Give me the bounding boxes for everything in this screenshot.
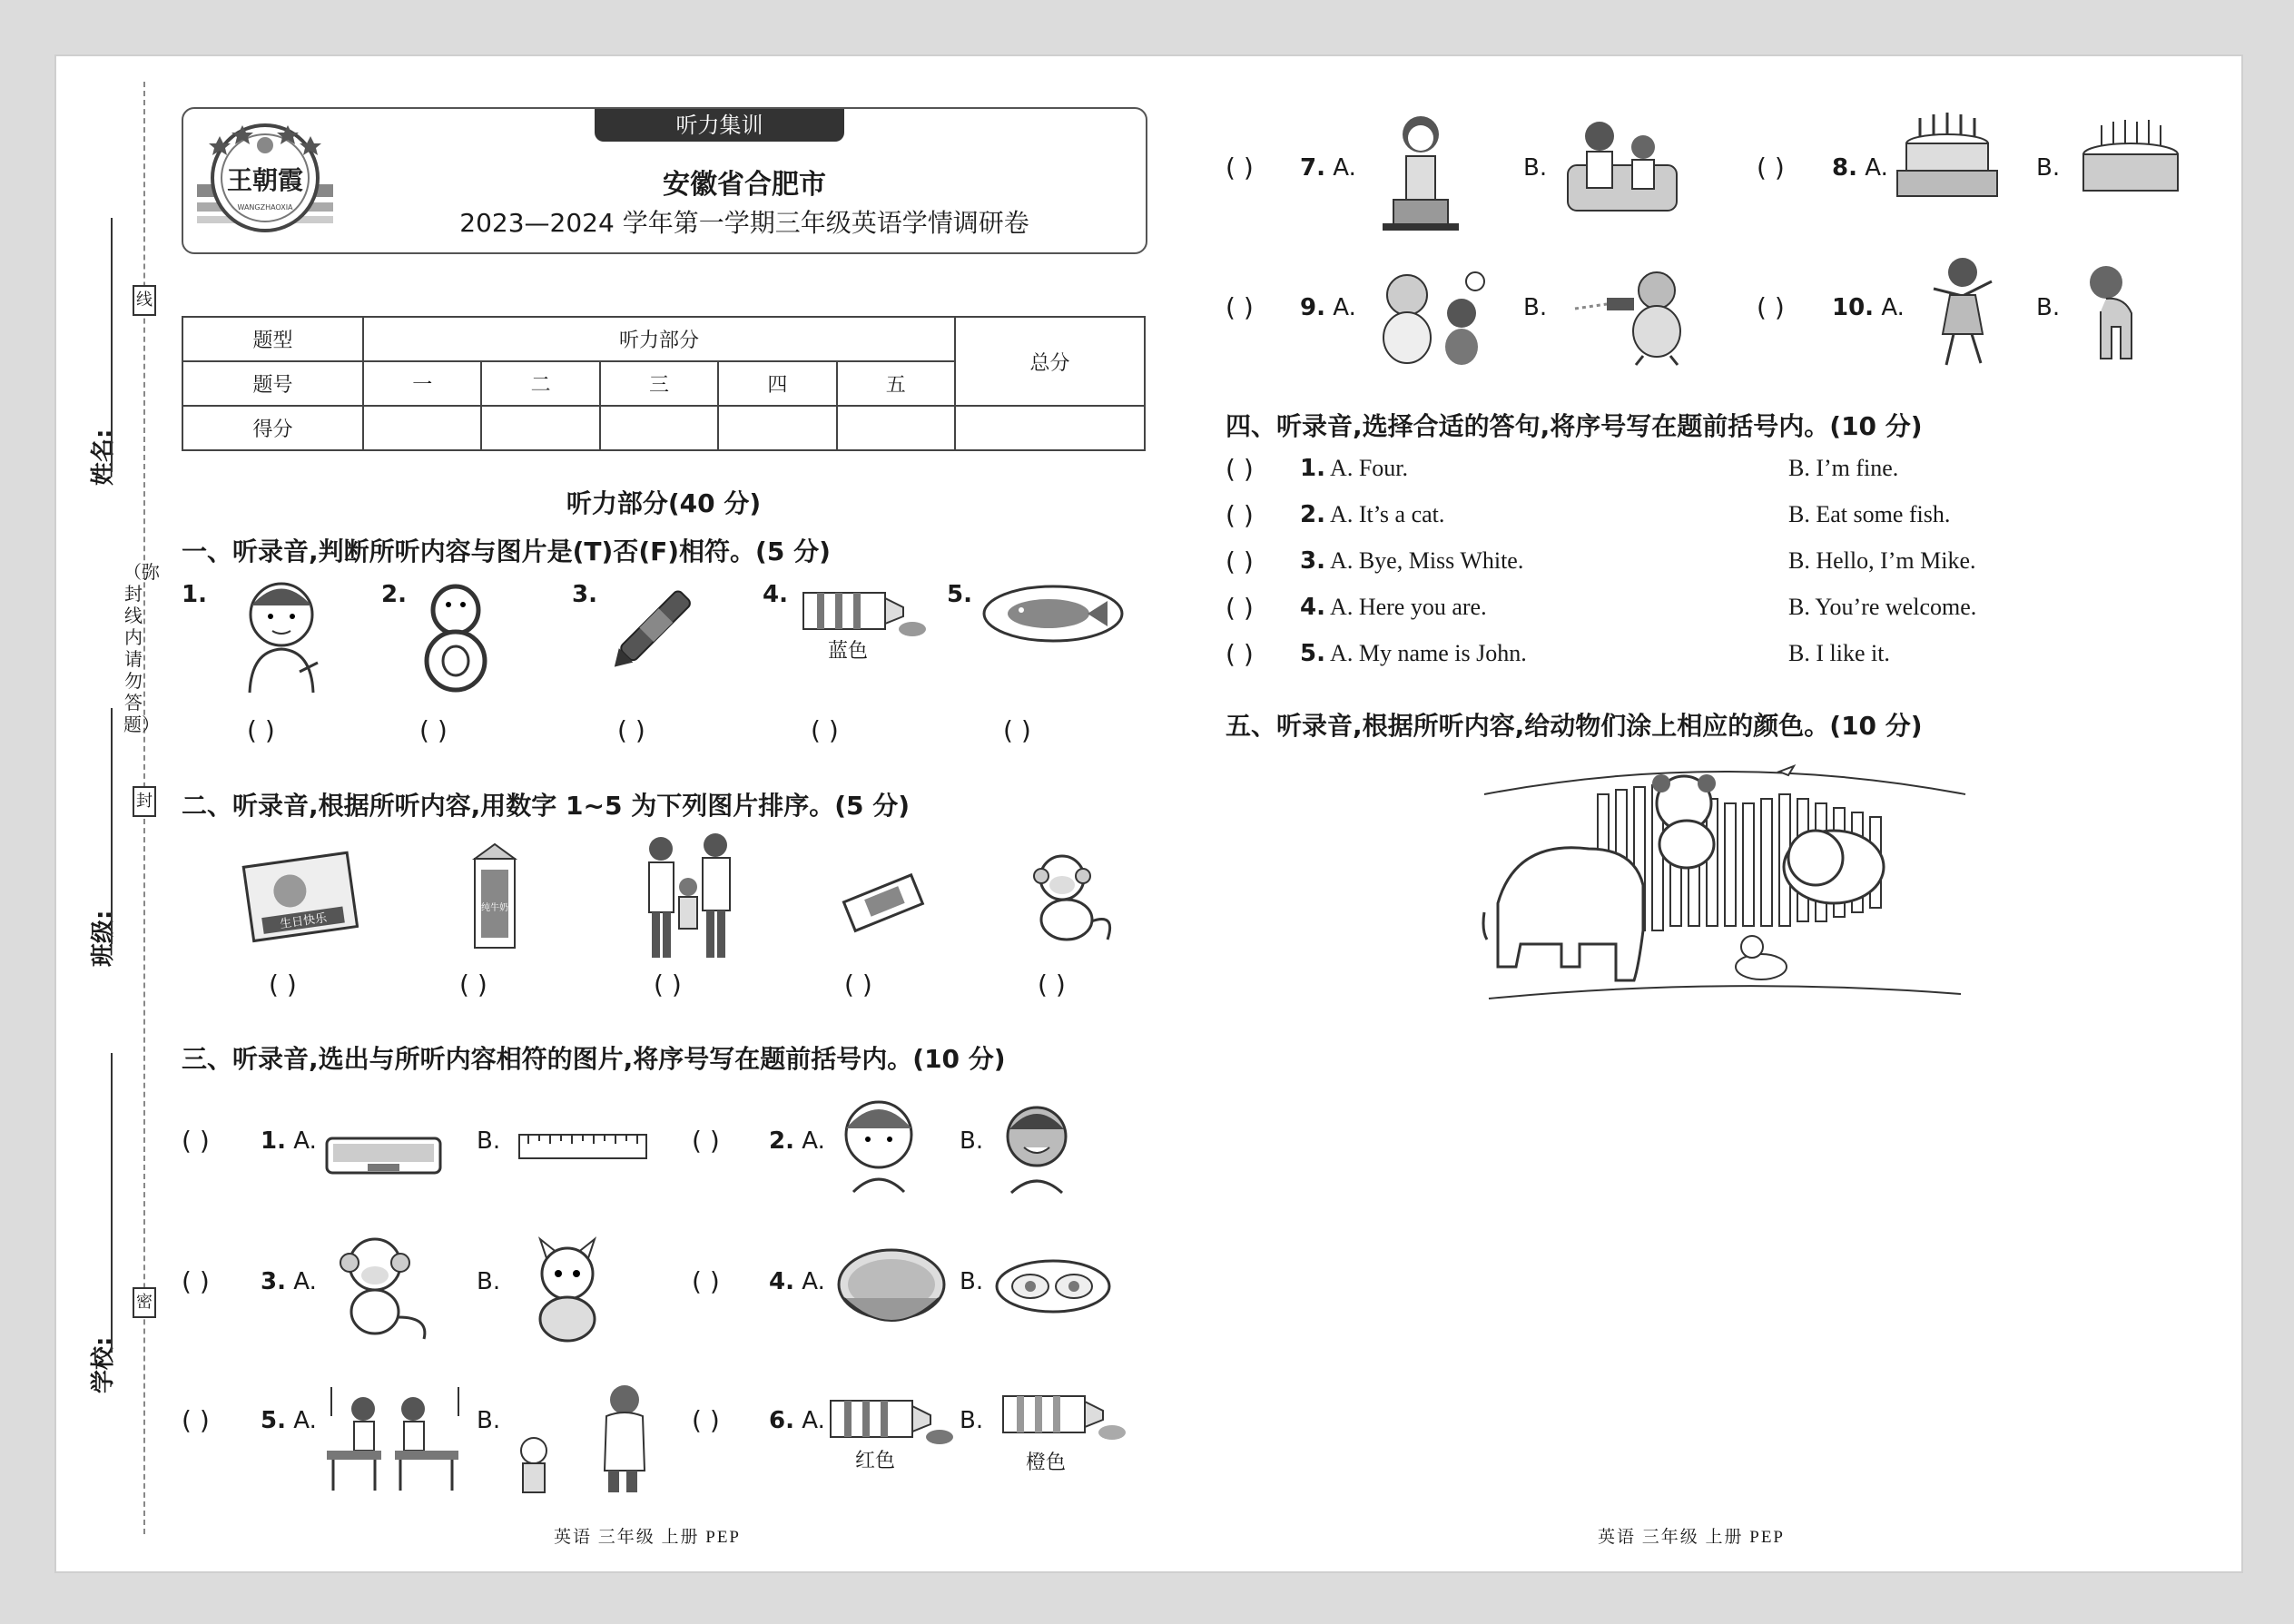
birthday-card-icon [241, 849, 359, 948]
listening-title: 听力部分(40 分) [566, 488, 762, 518]
part3-q1-a: A. [293, 1127, 317, 1155]
smiling-boy-icon [999, 1098, 1076, 1197]
part3-paren[interactable]: ( ) [1226, 153, 1254, 182]
part3-q1 [261, 1127, 317, 1155]
footer-right: 英语 三年级 上册 PEP [1598, 1528, 1785, 1547]
part3-q10-b: B. [2036, 294, 2061, 321]
monkey-icon [1017, 849, 1121, 952]
part3-q3 [261, 1268, 317, 1295]
name-field[interactable] [111, 218, 113, 472]
score-total-cell[interactable] [955, 406, 1145, 450]
milk-carton-label: 纯牛奶 [481, 903, 508, 913]
part3-paren[interactable]: ( ) [692, 1405, 720, 1435]
zoo-scene-icon [1480, 749, 1970, 1016]
eggs-plate-icon [994, 1257, 1112, 1320]
part3-q4-num: 4. [769, 1268, 794, 1295]
part3-paren[interactable]: ( ) [1226, 292, 1254, 322]
family-sofa-icon [1563, 111, 1681, 223]
part3-q2-a: A. [802, 1127, 825, 1155]
part4-q4-b: B. You’re welcome. [1788, 594, 1977, 620]
score-num-1: 一 [363, 361, 481, 406]
name-label: 姓名: [90, 428, 117, 486]
boy-icon [231, 576, 331, 703]
part3-q9 [1300, 294, 1356, 321]
part4-q5-num: 5. [1300, 640, 1325, 667]
school-label: 学校: [90, 1336, 117, 1393]
part2-title: 二、听录音,根据所听内容,用数字 1~5 为下列图片排序。(5 分) [182, 791, 911, 821]
part4-q2-a: A. It’s a cat. [1330, 501, 1445, 527]
part4-q5-b: B. I like it. [1788, 640, 1890, 666]
family-icon [635, 831, 744, 966]
logo-small-text: WANGZHAOXIA [237, 203, 293, 212]
part3-q2 [769, 1127, 825, 1155]
ruler-icon [517, 1131, 649, 1166]
part4-paren[interactable]: ( ) [1226, 546, 1254, 576]
score-table [182, 316, 1146, 451]
part1-num: 2. [381, 581, 407, 608]
score-total-label: 总分 [955, 317, 1145, 406]
part2-answer-1[interactable]: ( ) [269, 969, 297, 999]
part1-num: 3. [572, 581, 597, 608]
part3-q5-a: A. [293, 1407, 317, 1434]
part3-paren[interactable]: ( ) [1757, 292, 1785, 322]
header-tag: 听力集训 [595, 109, 844, 142]
part4-q4 [1300, 594, 1487, 621]
part3-q7-a: A. [1333, 154, 1356, 182]
part1-answer-2[interactable]: ( ) [419, 715, 448, 745]
part4-q2-num: 2. [1300, 501, 1325, 528]
binding-mark-seal: 封 [133, 786, 156, 817]
part4-paren[interactable]: ( ) [1226, 454, 1254, 484]
part2-answer-5[interactable]: ( ) [1038, 969, 1066, 999]
part3-paren[interactable]: ( ) [1757, 153, 1785, 182]
man-and-boy-icon [508, 1380, 663, 1497]
part4-q2 [1300, 501, 1444, 528]
part3-q5 [261, 1407, 317, 1434]
class-field[interactable] [111, 708, 113, 944]
school-field[interactable] [111, 1053, 113, 1353]
part3-q2-num: 2. [769, 1127, 794, 1155]
part3-q8-b: B. [2036, 154, 2061, 182]
part3-paren[interactable]: ( ) [692, 1266, 720, 1296]
score-cell[interactable] [718, 406, 836, 450]
eraser-icon [840, 871, 926, 939]
part3-title: 三、听录音,选出与所听内容相符的图片,将序号写在题前括号内。(10 分) [182, 1044, 1006, 1074]
part4-q3 [1300, 547, 1523, 575]
part3-paren[interactable]: ( ) [692, 1126, 720, 1156]
score-num-3: 三 [600, 361, 718, 406]
part3-q8-a: A. [1865, 154, 1888, 182]
red-paint-icon [826, 1393, 953, 1452]
boy-face-icon [835, 1094, 921, 1197]
pencil-box-icon [322, 1126, 445, 1184]
score-num-5: 五 [837, 361, 955, 406]
part4-paren[interactable]: ( ) [1226, 500, 1254, 530]
part4-title: 四、听录音,选择合适的答句,将序号写在题前括号内。(10 分) [1226, 411, 1923, 441]
part3-q8-num: 8. [1832, 154, 1857, 182]
score-section-label: 听力部分 [363, 317, 955, 361]
score-row2-label: 题号 [182, 361, 363, 406]
score-cell[interactable] [363, 406, 481, 450]
bear-water-gun-icon [1570, 263, 1698, 371]
binding-mark-line: 线 [133, 285, 156, 316]
part4-q4-a: A. Here you are. [1330, 594, 1487, 620]
part4-q4-num: 4. [1300, 594, 1325, 621]
part3-paren[interactable]: ( ) [182, 1405, 210, 1435]
part3-q6-num: 6. [769, 1407, 794, 1434]
monkey-icon [322, 1230, 431, 1347]
part4-q1-a: A. Four. [1330, 455, 1409, 481]
part2-answer-3[interactable]: ( ) [654, 969, 682, 999]
part1-num: 1. [182, 581, 207, 608]
part2-answer-2[interactable]: ( ) [459, 969, 487, 999]
dancing-girl-icon [1925, 254, 2002, 371]
part3-q10-num: 10. [1832, 294, 1875, 321]
part4-q3-num: 3. [1300, 547, 1325, 575]
fish-icon [980, 581, 1126, 648]
part2-answer-4[interactable]: ( ) [844, 969, 872, 999]
region-title: 安徽省合肥市 [663, 169, 826, 201]
part4-q5 [1300, 640, 1527, 667]
score-num-2: 二 [481, 361, 599, 406]
part4-q2-b: B. Eat some fish. [1788, 501, 1951, 527]
part4-paren[interactable]: ( ) [1226, 593, 1254, 623]
part3-q4-b: B. [960, 1268, 984, 1295]
girl-with-cake-icon [1375, 109, 1466, 240]
score-num-4: 四 [718, 361, 836, 406]
part4-q1-num: 1. [1300, 455, 1325, 482]
part1-num: 5. [947, 581, 972, 608]
part3-q9-b: B. [1523, 294, 1548, 321]
part3-q4 [769, 1268, 825, 1295]
cat-icon [527, 1230, 608, 1347]
binding-notice: （弥封线内请勿答题） [123, 561, 160, 735]
part3-q1-b: B. [477, 1127, 501, 1155]
part1-answer-3[interactable]: ( ) [617, 715, 645, 745]
exam-title: 2023—2024 学年第一学期三年级英语学情调研卷 [459, 208, 1029, 238]
part3-q7-b: B. [1523, 154, 1548, 182]
logo-text: 王朝霞 [226, 165, 304, 195]
number-eight-icon [419, 581, 492, 698]
part1-answer-4[interactable]: ( ) [811, 715, 839, 745]
footer-left: 英语 三年级 上册 PEP [554, 1528, 741, 1547]
candle-cake-icon [2079, 118, 2183, 203]
classroom-kids-icon [322, 1380, 468, 1497]
part3-q4-a: A. [802, 1268, 825, 1295]
score-cell[interactable] [481, 406, 599, 450]
part4-q3-b: B. Hello, I’m Mike. [1788, 547, 1976, 574]
score-cell[interactable] [837, 406, 955, 450]
part3-q8 [1832, 154, 1888, 182]
part3-q6-a: A. [802, 1407, 825, 1434]
part3-q3-b: B. [477, 1268, 501, 1295]
orange-paint-caption: 橙色 [1026, 1452, 1067, 1474]
pen-icon [599, 581, 699, 684]
part3-q7-num: 7. [1300, 154, 1325, 182]
part1-answer-5[interactable]: ( ) [1003, 715, 1031, 745]
part3-q6 [769, 1407, 825, 1434]
part1-num: 4. [763, 581, 788, 608]
part1-answer-1[interactable]: ( ) [247, 715, 275, 745]
part4-q3-a: A. Bye, Miss White. [1330, 547, 1524, 574]
part3-q10-a: A. [1881, 294, 1905, 321]
birthday-card-label: 生日快乐 [279, 911, 329, 932]
part3-q9-a: A. [1333, 294, 1356, 321]
part3-q2-b: B. [960, 1127, 984, 1155]
rice-bowl-icon [835, 1244, 949, 1338]
milk-carton-icon [468, 842, 522, 955]
part3-paren[interactable]: ( ) [182, 1126, 210, 1156]
bears-icon [1375, 263, 1493, 371]
part5-title: 五、听录音,根据所听内容,给动物们涂上相应的颜色。(10 分) [1226, 711, 1923, 741]
score-row3-label: 得分 [182, 406, 363, 450]
part3-q7 [1300, 154, 1356, 182]
brand-logo [192, 116, 338, 243]
part3-q9-num: 9. [1300, 294, 1325, 321]
part4-q1 [1300, 455, 1408, 482]
orange-paint-icon [999, 1389, 1126, 1447]
part4-q1-b: B. I’m fine. [1788, 455, 1899, 481]
red-paint-caption: 红色 [855, 1450, 896, 1472]
part3-q5-num: 5. [261, 1407, 286, 1434]
part3-q6-b: B. [960, 1407, 984, 1434]
part1-title: 一、听录音,判断所听内容与图片是(T)否(F)相符。(5 分) [182, 536, 831, 566]
part3-q10 [1832, 294, 1905, 321]
part3-q3-num: 3. [261, 1268, 286, 1295]
big-cake-icon [1893, 111, 2002, 205]
part3-paren[interactable]: ( ) [182, 1266, 210, 1296]
part3-q1-num: 1. [261, 1127, 286, 1155]
score-row1-label: 题型 [182, 317, 363, 361]
class-label: 班级: [90, 910, 117, 967]
part4-paren[interactable]: ( ) [1226, 639, 1254, 669]
bowing-boy-icon [2079, 259, 2151, 367]
part3-q3-a: A. [293, 1268, 317, 1295]
binding-mark-dense: 密 [133, 1287, 156, 1318]
part4-q5-a: A. My name is John. [1330, 640, 1527, 666]
paint-tube-caption: 蓝色 [828, 640, 869, 663]
part3-q5-b: B. [477, 1407, 501, 1434]
score-cell[interactable] [600, 406, 718, 450]
